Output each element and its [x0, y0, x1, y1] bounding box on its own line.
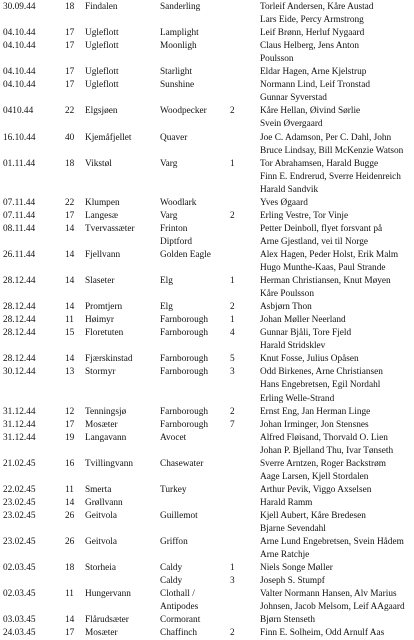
row-crew: Arthur Pevik, Viggo Axselsen	[260, 484, 372, 495]
row-number: 17	[65, 41, 75, 52]
row-number: 16	[65, 458, 75, 469]
row-number: 19	[65, 432, 75, 443]
row-operation: Quaver	[160, 132, 188, 143]
row-location: Langavann	[85, 432, 127, 443]
row-location: Kjemåfjellet	[85, 132, 132, 143]
row-operation: Sanderling	[160, 2, 201, 12]
row-crew: Harald Ramm	[260, 497, 313, 508]
row-number: 14	[65, 497, 75, 508]
row-operation: Avocet	[160, 432, 187, 443]
row-location: Grøllvann	[85, 497, 123, 508]
row-crew: Herman Christiansen, Knut Møyen	[260, 276, 391, 287]
row-crew: Gunnar Bjåli, Tore Fjeld	[260, 328, 352, 339]
row-location: Vikstøl	[85, 158, 112, 169]
row-crew: Harald Stridsklev	[260, 341, 326, 352]
row-crew: Svein Øvergaard	[260, 119, 323, 130]
row-date: 08.11.44	[3, 223, 36, 234]
row-crew: Ernst Eng, Jan Herman Linge	[260, 406, 371, 417]
row-number: 14	[65, 249, 75, 260]
row-date: 31.12.44	[3, 419, 36, 430]
row-date: 23.02.45	[3, 537, 36, 548]
row-number: 11	[65, 589, 74, 600]
row-crew: Claus Helberg, Jens Anton	[260, 41, 359, 52]
row-operation: Starlight	[160, 67, 193, 78]
row-location: Ugleflott	[85, 80, 119, 91]
row-date: 28.12.44	[3, 354, 36, 365]
row-crew: Poulsson	[260, 54, 294, 65]
row-operation: Diptford	[160, 236, 193, 247]
row-location: Promtjern	[85, 302, 123, 313]
row-location: Ugleflott	[85, 67, 119, 78]
row-crew: Leif Brønn, Herluf Nygaard	[260, 28, 365, 39]
row-number: 15	[65, 328, 75, 339]
row-crew: Valter Normann Hansen, Alv Marius	[260, 589, 397, 600]
row-operation: Caldy	[160, 563, 183, 574]
row-location: Mosæter	[85, 419, 118, 430]
row-location: Flårudsæter	[85, 615, 129, 626]
row-date: 31.12.44	[3, 406, 36, 417]
row-number: 17	[65, 28, 75, 39]
row-crew: Finn E. Solheim, Odd Arnulf Aas	[260, 628, 385, 639]
row-crew: Johan Irminger, Jon Stensnes	[260, 419, 369, 430]
row-operation: Farnborough	[160, 315, 209, 326]
row-operation: Woodpecker	[160, 106, 207, 117]
row-crew: Sverre Arntzen, Roger Backstrøm	[260, 458, 386, 469]
row-date: 23.02.45	[3, 497, 36, 508]
row-crew: Johnsen, Jacob Melsom, Leif AAgaard	[260, 602, 405, 613]
row-operation: Turkey	[160, 484, 187, 495]
row-number: 40	[65, 132, 75, 143]
row-operation: Chasewater	[160, 458, 204, 469]
row-location: Tenningsjø	[85, 406, 127, 417]
row-number: 26	[65, 510, 75, 521]
row-crew: Tor Abrahamsen, Harald Bugge	[260, 158, 379, 169]
row-count: 7	[230, 419, 235, 430]
row-location: Høimyr	[85, 315, 114, 326]
row-crew: Asbjørn Thon	[260, 302, 312, 313]
row-date: 04.10.44	[3, 41, 36, 52]
row-location: Findalen	[85, 2, 118, 12]
row-crew: Yves Øgaard	[260, 197, 308, 208]
row-operation: Caldy	[160, 576, 183, 587]
row-operation: Lamplight	[160, 28, 199, 39]
row-crew: Bruce Lindsay, Bill McKenzie Watson	[260, 145, 404, 156]
row-crew: Odd Birkenes, Arne Christiansen	[260, 367, 383, 378]
row-count: 3	[230, 576, 235, 587]
row-location: Fjærskinstad	[85, 354, 133, 365]
row-crew: Niels Songe Møller	[260, 563, 333, 574]
row-location: Smerta	[85, 484, 112, 495]
row-operation: Woodlark	[160, 197, 197, 208]
row-crew: Arne Gjestland, vei til Norge	[260, 236, 369, 247]
row-number: 18	[65, 158, 75, 169]
row-count: 1	[230, 563, 235, 574]
row-crew: Joseph S. Stumpf	[260, 576, 325, 587]
row-operation: Antipodes	[160, 602, 199, 613]
row-date: 28.12.44	[3, 276, 36, 287]
row-crew: Harald Sandvik	[260, 184, 319, 195]
row-date: 04.10.44	[3, 67, 36, 78]
row-count: 1	[230, 276, 235, 287]
row-number: 18	[65, 563, 75, 574]
row-number: 13	[65, 367, 75, 378]
row-crew: Petter Deinboll, flyet forsvant på	[260, 223, 383, 234]
row-operation: Moonligh	[160, 41, 197, 52]
row-number: 14	[65, 223, 75, 234]
row-date: 26.11.44	[3, 249, 36, 260]
row-operation: Farnborough	[160, 328, 209, 339]
row-number: 17	[65, 80, 75, 91]
row-location: Hungervann	[85, 589, 131, 600]
row-location: Tvillingvann	[85, 458, 134, 469]
row-location: Storheia	[85, 563, 116, 574]
row-date: 22.02.45	[3, 484, 36, 495]
row-operation: Chaffinch	[160, 628, 198, 639]
row-number: 11	[65, 484, 74, 495]
row-count: 1	[230, 315, 235, 326]
row-date: 21.02.45	[3, 458, 36, 469]
row-operation: Varg	[160, 158, 178, 169]
row-operation: Sunshine	[160, 80, 195, 91]
row-number: 17	[65, 628, 75, 639]
row-crew: Joe C. Adamson, Per C. Dahl, John	[260, 132, 392, 143]
row-location: Elgsjøen	[85, 106, 118, 117]
row-crew: Hans Engebretsen, Egil Nordahl	[260, 380, 381, 391]
row-location: Ugleflott	[85, 41, 119, 52]
row-date: 30.12.44	[3, 367, 36, 378]
row-location: Geitvola	[85, 510, 118, 521]
row-count: 2	[230, 302, 235, 313]
row-date: 24.03.45	[3, 628, 36, 639]
row-operation: Griffon	[160, 537, 188, 548]
row-location: Tvervassæter	[85, 223, 135, 234]
row-count: 2	[230, 210, 235, 221]
row-crew: Erling Vestre, Tor Vinje	[260, 210, 349, 221]
row-location: Ugleflott	[85, 28, 119, 39]
row-crew: Eldar Hagen, Arne Kjelstrup	[260, 67, 367, 78]
row-crew: Kåre Poulsson	[260, 289, 314, 300]
row-operation: Clothall /	[160, 589, 195, 600]
row-operation: Farnborough	[160, 419, 209, 430]
row-number: 14	[65, 276, 75, 287]
row-operation: Guillemot	[160, 510, 198, 521]
row-crew: Kjell Aubert, Kåre Bredesen	[260, 510, 366, 521]
row-date: 23.02.45	[3, 510, 36, 521]
row-number: 22	[65, 106, 75, 117]
row-operation: Farnborough	[160, 354, 209, 365]
row-location: Slaseter	[85, 276, 115, 287]
row-date: 07.11.44	[3, 197, 36, 208]
row-crew: Alfred Fløisand, Thorvald O. Lien	[260, 432, 388, 443]
row-crew: Arne Lund Engebretsen, Svein Hådem	[260, 537, 404, 548]
row-date: 28.12.44	[3, 328, 36, 339]
row-crew: Erling Welle-Strand	[260, 393, 335, 404]
row-crew: Hugo Munthe-Kaas, Paul Strande	[260, 263, 386, 273]
row-number: 14	[65, 354, 75, 365]
row-date: 30.09.44	[3, 2, 36, 12]
row-location: Mosæter	[85, 628, 118, 639]
row-crew: Normann Lind, Leif Tronstad	[260, 80, 371, 91]
row-number: 17	[65, 67, 75, 78]
row-number: 14	[65, 302, 75, 313]
row-location: Langesæ	[85, 210, 119, 221]
row-date: 03.03.45	[3, 615, 36, 626]
row-count: 2	[230, 406, 235, 417]
row-date: 28.12.44	[3, 315, 36, 326]
row-crew: Knut Fosse, Julius Opåsen	[260, 354, 359, 365]
row-date: 28.12.44	[3, 302, 36, 313]
row-crew: Kåre Hellan, Øivind Sørlie	[260, 106, 361, 117]
row-location: Fjellvann	[85, 249, 121, 260]
row-crew: Bjørn Stenseth	[260, 615, 316, 626]
row-crew: Alex Hagen, Peder Holst, Erik Malm	[260, 249, 399, 260]
row-crew: Finn E. Endrerud, Sverre Heidenreich	[260, 171, 401, 182]
row-number: 11	[65, 315, 74, 326]
row-operation: Elg	[160, 302, 173, 313]
row-crew: Gunnar Syverstad	[260, 93, 327, 104]
row-operation: Varg	[160, 210, 178, 221]
row-date: 16.10.44	[3, 132, 36, 143]
row-number: 17	[65, 210, 75, 221]
row-crew: Arne Ratchje	[260, 550, 310, 561]
row-location: Stormyr	[85, 367, 116, 378]
row-count: 4	[230, 328, 235, 339]
row-count: 5	[230, 354, 235, 365]
row-location: Floretuten	[85, 328, 124, 339]
row-count: 1	[230, 158, 235, 169]
row-location: Klumpen	[85, 197, 120, 208]
row-number: 18	[65, 2, 75, 12]
row-date: 01.11.44	[3, 158, 36, 169]
row-date: 07.11.44	[3, 210, 36, 221]
row-crew: Aage Larsen, Kjell Stordalen	[260, 471, 369, 482]
row-number: 22	[65, 197, 75, 208]
row-count: 2	[230, 628, 235, 639]
row-operation: Golden Eagle	[160, 249, 211, 260]
row-date: 0410.44	[3, 106, 34, 117]
row-operation: Farnborough	[160, 406, 209, 417]
row-crew: Torleif Andersen, Kåre Austad	[260, 2, 374, 12]
row-date: 02.03.45	[3, 563, 36, 574]
row-operation: Cormorant	[160, 615, 201, 626]
row-crew: Lars Eide, Percy Armstrong	[260, 15, 364, 26]
row-number: 14	[65, 615, 75, 626]
row-crew: Johan P. Bjelland Thu, Ivar Tønseth	[260, 445, 394, 456]
row-number: 26	[65, 537, 75, 548]
row-operation: Elg	[160, 276, 173, 287]
row-count: 2	[230, 106, 235, 117]
row-location: Geitvola	[85, 537, 118, 548]
row-crew: Johan Møller Neerland	[260, 315, 346, 326]
row-date: 04.10.44	[3, 28, 36, 39]
row-crew: Bjarne Sevendahl	[260, 524, 326, 534]
row-operation: Farnborough	[160, 367, 209, 378]
row-count: 3	[230, 367, 235, 378]
row-date: 04.10.44	[3, 80, 36, 91]
row-date: 31.12.44	[3, 432, 36, 443]
row-operation: Frinton	[160, 223, 188, 234]
row-number: 17	[65, 419, 75, 430]
row-date: 02.03.45	[3, 589, 36, 600]
row-number: 12	[65, 406, 75, 417]
